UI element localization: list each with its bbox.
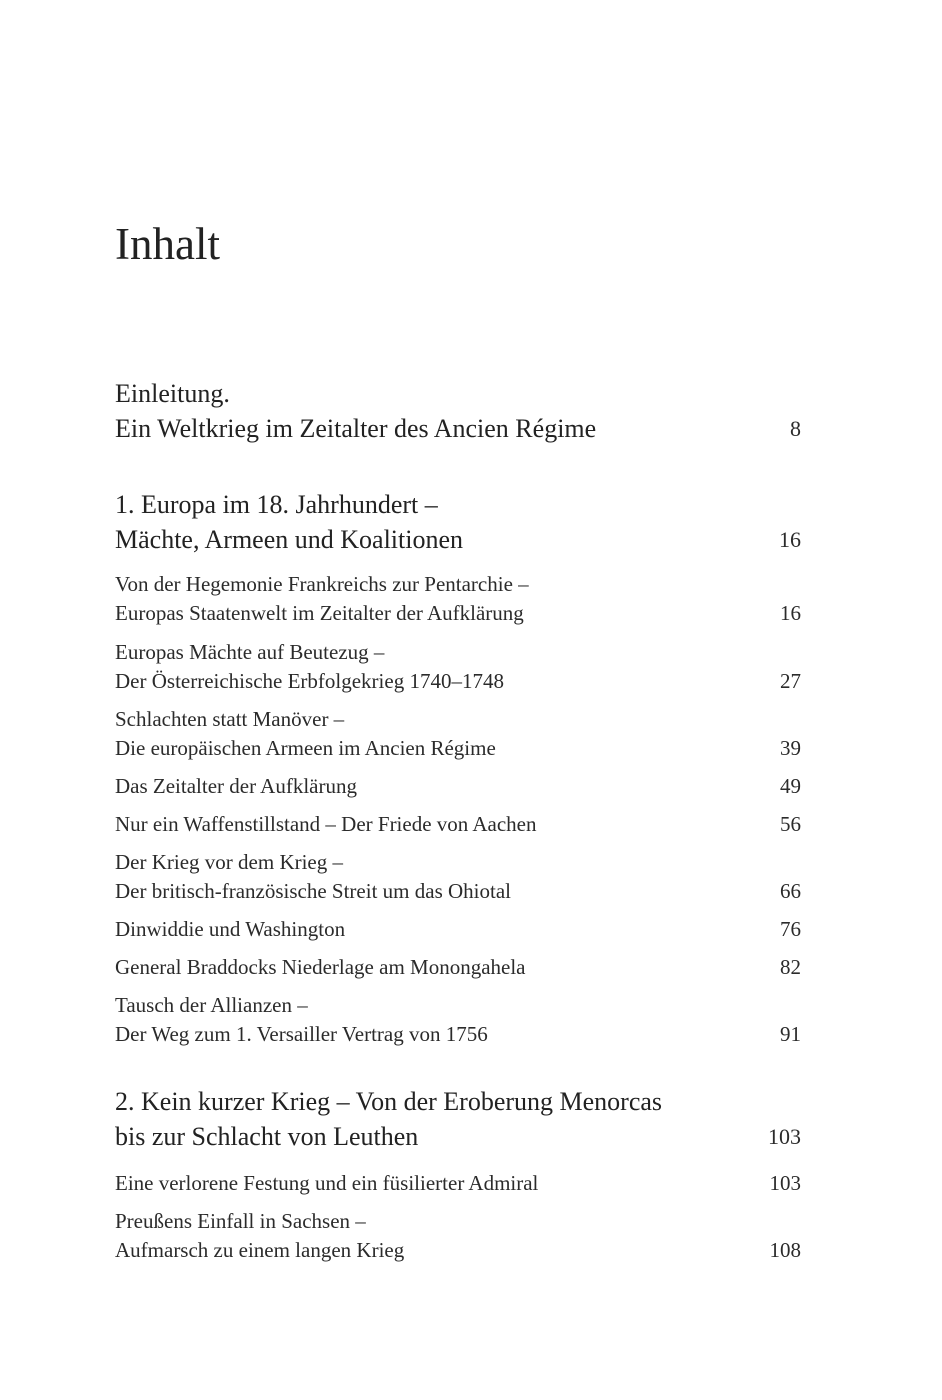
toc-entry-title-line: General Braddocks Niederlage am Monongahela (115, 955, 526, 979)
toc-entry-title-line: Schlachten statt Manöver – (115, 707, 345, 731)
toc-entry-section (115, 915, 801, 944)
toc-page-number: 82 (780, 955, 801, 979)
toc-entry-title-line: Der britisch-französische Streit um das Ohiotal (115, 879, 511, 903)
toc-entry-title-line: Der Krieg vor dem Krieg – (115, 850, 344, 874)
toc-page-number: 91 (780, 1022, 801, 1046)
toc-entry-section (115, 772, 801, 801)
toc-entry-chapter-1 (115, 487, 801, 557)
toc-entry-chapter-2 (115, 1084, 801, 1154)
toc-entry-section (115, 953, 801, 982)
toc-page-number: 103 (769, 1171, 801, 1195)
toc-page-number: 103 (768, 1124, 801, 1149)
toc-entry-title-line: Der Weg zum 1. Versailler Vertrag von 1756 (115, 1022, 488, 1046)
toc-entry-title-line: Tausch der Allianzen – (115, 993, 308, 1017)
toc-entry-section (115, 638, 801, 696)
toc-entry-section (115, 705, 801, 763)
toc-page-number: 56 (780, 812, 801, 836)
toc-entry-section (115, 810, 801, 839)
toc-entry-title-line: 1. Europa im 18. Jahrhundert – (115, 490, 438, 519)
toc-page-number: 49 (780, 774, 801, 798)
toc-page-number: 16 (780, 601, 801, 625)
toc-entry-section (115, 1207, 801, 1265)
toc-page-number: 108 (769, 1238, 801, 1262)
toc-entry-title-line: Eine verlorene Festung und ein füsilierter Admiral (115, 1171, 539, 1195)
toc-page-number: 16 (779, 527, 801, 552)
toc-entry-title-line: 2. Kein kurzer Krieg – Von der Eroberung Menorcas (115, 1087, 663, 1116)
toc-entry-title-line: Einleitung. (115, 379, 230, 408)
toc-entry-title-line: Aufmarsch zu einem langen Krieg (115, 1238, 405, 1262)
toc-entry-section (115, 570, 801, 628)
toc-entry-section (115, 1169, 801, 1198)
toc-entry-introduction (115, 376, 801, 446)
toc-page-number: 39 (780, 736, 801, 760)
toc-entry-title-line: Der Österreichische Erbfolgekrieg 1740–1748 (115, 669, 504, 693)
page-title: Inhalt (115, 219, 220, 269)
toc-entry-title-line: Europas Mächte auf Beutezug – (115, 640, 385, 664)
toc-page-number: 66 (780, 879, 801, 903)
toc-entry-title-line: Ein Weltkrieg im Zeitalter des Ancien Régime (115, 414, 597, 443)
toc-page-number: 76 (780, 917, 801, 941)
toc-entry-title-line: Europas Staatenwelt im Zeitalter der Aufklärung (115, 601, 524, 625)
toc-entry-title-line: Nur ein Waffenstillstand – Der Friede von Aachen (115, 812, 537, 836)
toc-entry-title-line: bis zur Schlacht von Leuthen (115, 1122, 419, 1151)
toc-entry-title-line: Dinwiddie und Washington (115, 917, 346, 941)
toc-entry-section (115, 991, 801, 1049)
toc-entry-title-line: Das Zeitalter der Aufklärung (115, 774, 357, 798)
toc-entry-title-line: Preußens Einfall in Sachsen – (115, 1209, 366, 1233)
toc-page-number: 8 (790, 416, 801, 441)
toc-entry-title-line: Von der Hegemonie Frankreichs zur Pentarchie – (115, 572, 529, 596)
toc-entry-section (115, 848, 801, 906)
toc-page-number: 27 (780, 669, 801, 693)
toc-entry-title-line: Mächte, Armeen und Koalitionen (115, 525, 464, 554)
toc-entry-title-line: Die europäischen Armeen im Ancien Régime (115, 736, 496, 760)
